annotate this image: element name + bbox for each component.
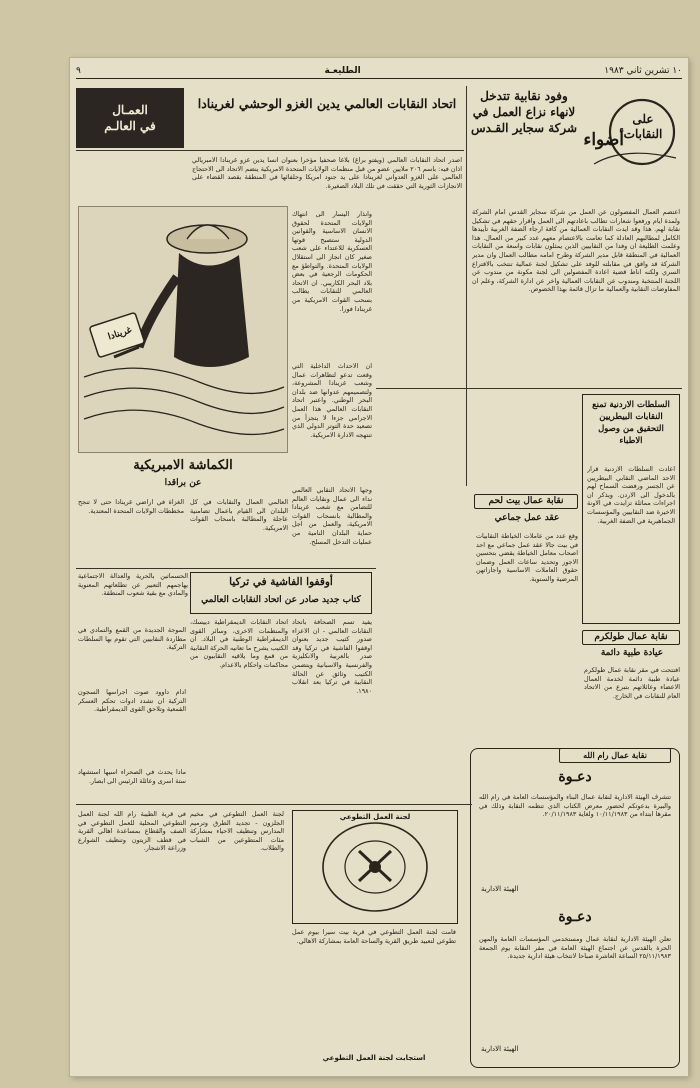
jordan-title: السلطات الاردنية تمنع النقابات البيطريين التحقيق من وصول الاطباء xyxy=(592,400,670,446)
jordan-authorities-box xyxy=(582,394,680,624)
volunteer-col-c: قامت لجنة العمل التطوعي في قرية بيت سيرا بيوم عمل تطوعي لتعبيد طريق القرية والساحة العامة بمشاركة الاهالي. xyxy=(292,928,456,945)
seal-emblem-icon xyxy=(293,811,457,923)
bethlehem-subhead: عقد عمل جماعي xyxy=(494,513,560,523)
tulkarm-union-title: نقابة عمال طولكرم xyxy=(582,630,680,645)
invitations-box xyxy=(470,748,680,1068)
turkey-subhead: كتاب جديد صادر عن اتحاد النقابات العالمي xyxy=(201,595,361,605)
invitation-2-signed: الهيئة الادارية xyxy=(481,1045,519,1053)
turkey-col-b: اتحاد النقابات الديمقراطية دييسك، والمنظمات الاخرى، وسائر القوى الديمقراطية الوطنية في البلاد. ان الكتيب يشرح ما تعانيه الحركة النقابية من قمع وما يلاقيه النقابيون من محاكمات واحكام بالاعدام. xyxy=(190,618,288,669)
invitation-2-title: دعـوة xyxy=(558,909,592,925)
volunteer-col-a: في قرية الطيبة رام الله لجنة العمل التطوعي المحلية للعمل التطوعي في الصف والقطاع بمساعدة اهالي القرية في قطف الزيتون وتنظيف الشوارع وزراعة الاشجار. xyxy=(78,810,186,853)
volunteer-seal xyxy=(292,810,458,924)
seal-label: لجنة العمل التطوعي xyxy=(339,813,411,821)
turkey-col-d: ادام داوود صوت اجراسها السجون التركية ان تشدد ادوات تحكم العسكر القمعية وتلاحق القوى الديمقراطية. xyxy=(78,688,186,714)
invitation-1-body: تتشرف الهيئة الادارية لنقابة عمال البناء والمؤسسات العامة في رام الله والبيرة بدعوتكم لحضور معرض الكتاب الذي تنظمه النقابة وذلك في مقرها ابتداء من ١٠/١١/١٩٨٣ ولغاية ٢٠/١١/١٩٨٣. xyxy=(479,793,671,819)
turkey-col-e: مادا يحدث في الصحراء اسيها استشهاد ستة اسرى وعائلة الرئيس الى ابصار. xyxy=(78,768,186,785)
workers-box-line1: العمـال xyxy=(112,103,148,117)
lights-on-unions-logo xyxy=(584,86,680,182)
grenada-intro: اصدر اتحاد النقابات العالمي (ويفتو براغ) بلاغا صحفيا مؤخرا بعنوان انسا يدين غزو غرينادا الامبريالي اذان فيه: باسم ٢٠٦ ملايين عضو من قبل منظمات الولايات المتحدة الامريكية ينضم الاتحاد الى الاحتجاج العالمي على الغزو العدواني لغرينادا على يد جنود امريكا وحلفائها في المنطقة بقصد القضاء على الانجازات الثورية التي حققت في تلك البلاد الصغيرة. xyxy=(192,156,462,190)
turkey-headline: أوقفوا الفاشية في تركيا xyxy=(229,576,333,588)
logo-bottom-text: على النقابات xyxy=(623,112,663,141)
grenada-headline: اتحاد النقابات العالمي يدين الغزو الوحشي لغرينادا xyxy=(197,96,457,111)
header-date: ١٠ تشرين ثاني ١٩٨٣ xyxy=(604,66,682,76)
grenada-col-e: الغزاة في اراضي غرينادا حتى لا تنجح مخططات الولايات المتحدة المعتدية. xyxy=(78,498,184,515)
bethlehem-body: وقع عدد من عاملات الخياطة النقابيات في بيت جالا عقد عمل جماعي مع احد اصحاب معامل الخياطة يقضي بتحسين الاجور وتحديد ساعات العمل وضمان حقوق العاملات الاساسية واجازاتهن المرضية والسنوية. xyxy=(476,532,578,583)
textile-headline: الكماشة الامبريكية xyxy=(133,458,233,473)
invitations-label: نقابة عمال رام الله xyxy=(559,748,671,763)
lead-story-headline: وفود نقابية تتدخل لانهاء نزاع العمل في شركة سجاير القـدس xyxy=(470,89,578,135)
invitation-1-signed: الهيئة الادارية xyxy=(481,885,519,893)
workers-box-line2: في العالـم xyxy=(104,119,156,133)
volunteer-col-b: لجنة العمل التطوعي في مخيم الجلزون - تجديد الطرق وترميم المدارس وتنظيف الاحياء بمشاركة مئات المتطوعين من الشباب والطلاب. xyxy=(190,810,284,853)
workers-in-world-box xyxy=(76,88,184,148)
grenada-col-c: وجها الاتحاد النقابي العالمي نداء الى عمال ونقابات العالم للتضامن مع شعب غرينادا والمطالبة بانسحاب القوات الامريكية، والعمل من اجل حماية البلدان النامية من عمليات التدخل المسلح. xyxy=(292,486,372,546)
page-header xyxy=(76,64,682,79)
invitation-2-body: تعلن الهيئة الادارية لنقابة عمال ومستخدمي المؤسسات العامة والمهن الحرة بالقدس عن اجتماع الهيئة العامة في مقر النقابة يوم الجمعة ٢٥/١١/١٩٨٣ الساعة العاشرة صباحا لانتخاب هيئة ادارية جديدة. xyxy=(479,935,671,961)
turkey-headline-box xyxy=(190,572,372,614)
tulkarm-subhead: عيادة طبية دائمة xyxy=(600,648,664,658)
lead-story-body: اعتصم العمال المفصولون عن العمل من شركة سجاير القدس امام الشركة ولمدة ايام ورفعوا شعارات تطالب باعادتهم الى العمل واقرار حقهم في تشكيل نقابة لهم. هذا وقد ايدت النقابات العمالية من كافة ارجاء الضفة الغربية تأييدها الكامل لمطالبهم العادلة كما تعامت بالاعتصام معهم عدد كبير من العمال. هذا وعلمت الطليعة ان وفدا من النقابيين الذين يمثلون نقابات واسعة من النقابات العمالية في المنطقة قابل مدير الشركة وطرح امامه مطالب العمال وان مدير الشركة قد وافق في مقابلته للوفد على تشكيل لجنة عمالية تنتخب بالاقتراع السري ولكنه اناط قضية اعادة المفصولين الى لجنة مكونة من مندوب عن اللجنة المنتخبة ومندوب عن النقابات العمالية واخر عن ادارة الشركة، وعلم ان المفاوضات النقابية والعمالية ما تزال قائمة بهذا الخصوص. xyxy=(472,208,680,294)
turkey-col-a: يفيد تسم الصحافة باتحاد النقابات العالمي - ان الاعزاء صدور كتيب جديد بعنوان اوقفوا الفاشية في تركيا وقد صدر بالعربية والانكليزية والفرنسية والاسبانية ويتضمن الكتيب وثائق عن الحالة النقابية في تركيا بعد انقلاب ١٩٨٠. xyxy=(292,618,372,695)
jordan-body: اعادت السلطات الاردنية قرار الاحد الماضي النقابي البيطريين عن الجسر ورفضت السماح لهم بالدخول الى الاردن. ويذكر ان اجراءات مماثلة تزايدت في الاونة الاخيرة ضد النقابيين والمؤسسات الجماهيرية في الضفة الغربية. xyxy=(587,465,675,525)
textile-body: الحسماتين بالحرية والعدالة الاجتماعية يهاجمهم التعبير عن تطلعاتهم المعنوية والمادي مع بقية شعوب المنطقة. xyxy=(78,572,188,598)
grenada-col-d: العالمي العمال والنقابات في كل البلدان الى القيام باعمال تضامنية عاجلة والمطالبة باسحاب القوات الامريكية. xyxy=(190,498,288,532)
cartoon-grenada-label: غرينادا xyxy=(106,325,134,343)
volunteer-col-d: استجابت لجنة العمل التطوعي xyxy=(322,1054,426,1062)
textile-subhead: عن براقدا xyxy=(164,478,202,488)
header-page-number: ٩ xyxy=(76,66,81,76)
cartoon-drawing-icon xyxy=(79,207,287,452)
bethlehem-union-title: نقابة عمال بيت لحم xyxy=(474,494,578,509)
grenada-col-b: ان الاحداث الداخلية التي وقعت تدعو لتظاهرات عمال وشعب غرينادا المشروعة، ولتصميمهم عدوانها ضد بلدان البحر الوطني. واعتبر اتحاد النقابات العالمي هذا العمل الاجرامي جزءا لا يتجزأ من تصعيد حدة التوتر الدولي الذي تنتهجه الادارة الامريكية. xyxy=(292,362,372,439)
grenada-col-a: وانذار اليسار الى انتهاك الولايات المتحدة لحقوق الانسان الاساسية والقوانين الدولية ستصبح قوتها العسكرية للاعتداء على شعب صغير كان انجاز الى استقلال الولايات المتحدة. والتواطؤ مع الحكومات الرجعية في بعض بلاد البحر الكاريبي. ان الاتحاد العالمي للنقابات يطالب بسحب القوات الامريكية من غرينادا فورا. xyxy=(292,210,372,313)
tulkarm-body: افتتحت في مقر نقابة عمال طولكرم عيادة طبية دائمة لخدمة العمال الاعضاء وعائلاتهم بتبرع من الاتحاد العام للنقابات في الخارج. xyxy=(584,666,680,700)
grenada-cartoon xyxy=(78,206,288,453)
misc-right-text xyxy=(478,398,578,488)
logo-top-text: أضواء xyxy=(583,130,624,150)
newspaper-page xyxy=(70,58,688,1076)
turkey-col-c: الموجة الجديدة من القمع والتمادي في مطاردة النقابيين التي تقوم بها السلطات التركية. xyxy=(78,626,186,652)
header-paper-name: الطليعـة xyxy=(324,66,361,76)
invitation-1-title: دعـوة xyxy=(558,769,592,785)
